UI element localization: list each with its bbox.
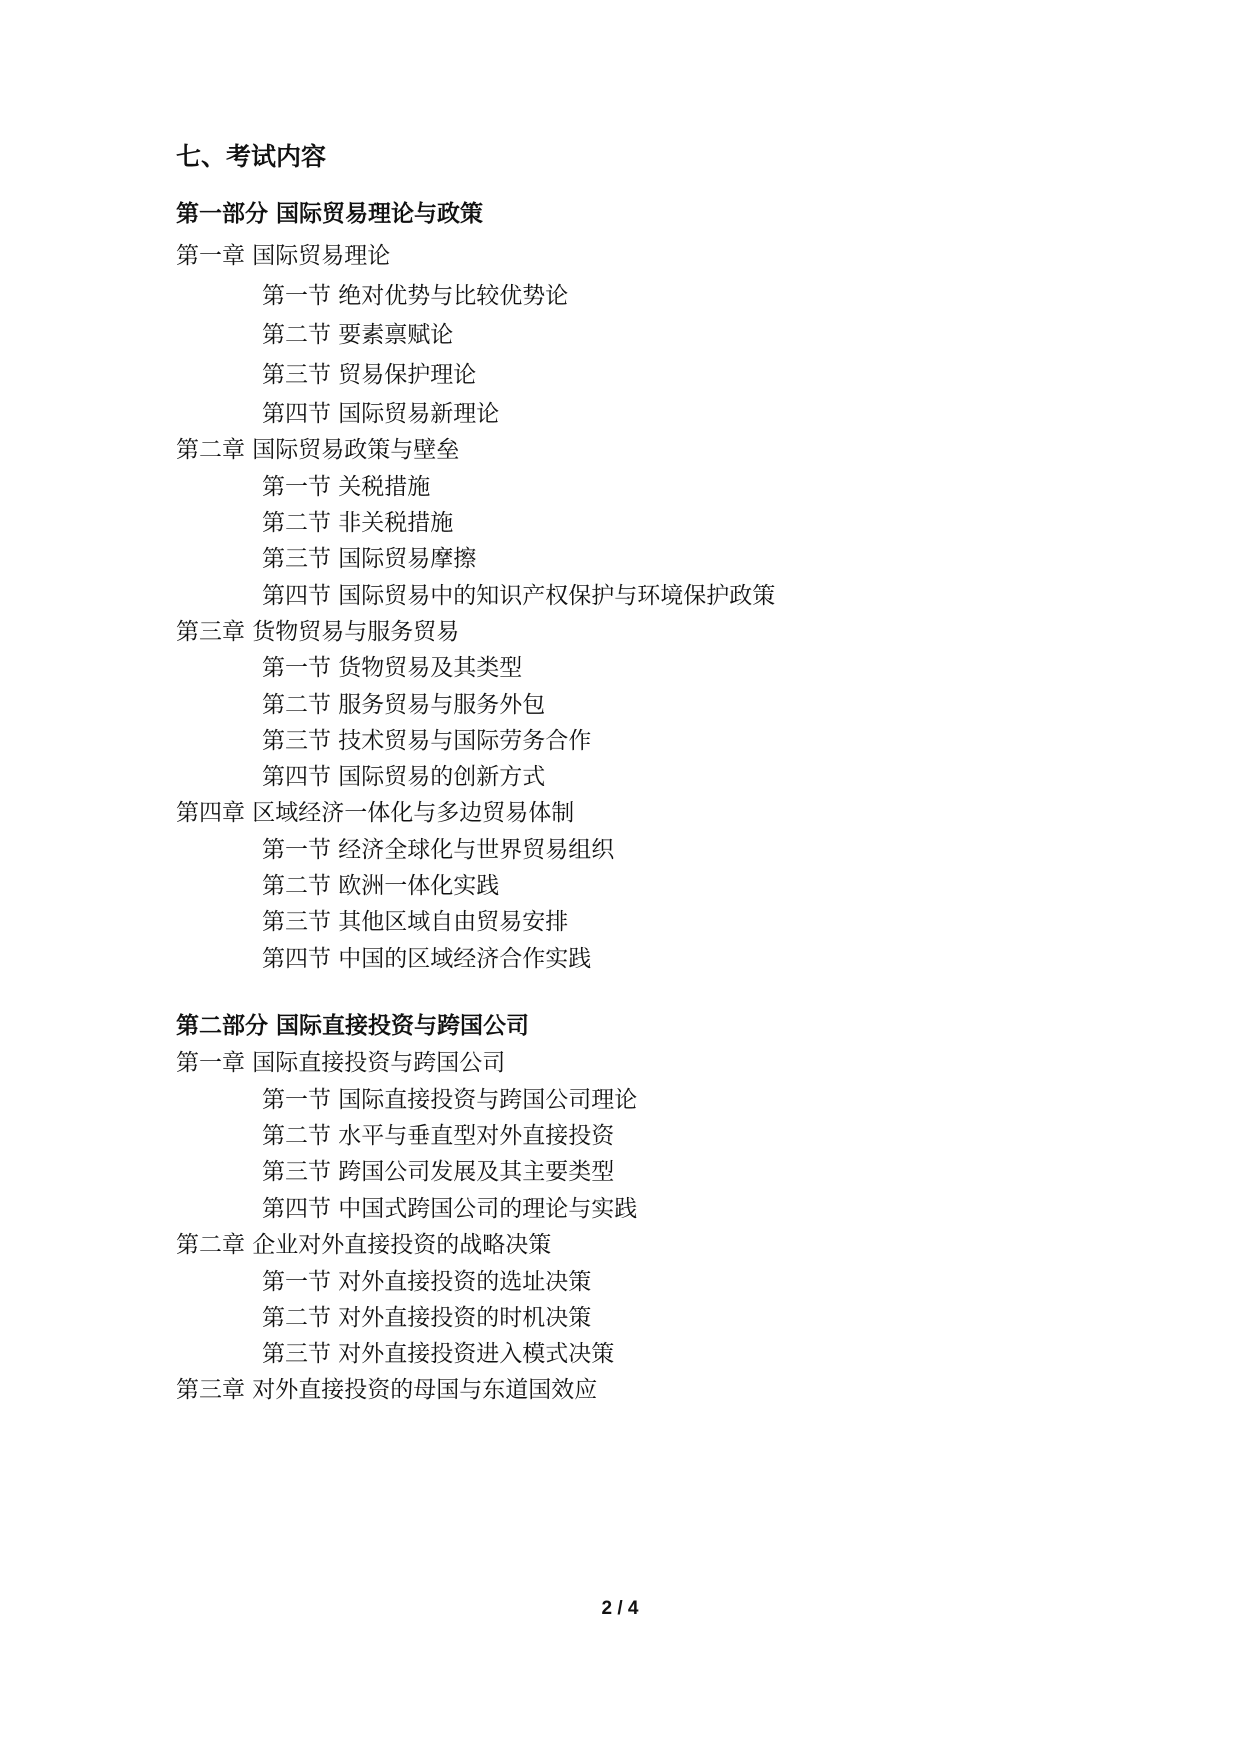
section-item: 第二节 对外直接投资的时机决策 xyxy=(262,1305,592,1331)
section-item: 第三节 跨国公司发展及其主要类型 xyxy=(262,1159,615,1185)
section-item: 第二节 欧洲一体化实践 xyxy=(262,873,500,899)
section-item: 第三节 对外直接投资进入模式决策 xyxy=(262,1341,615,1367)
section-item: 第一节 关税措施 xyxy=(262,474,431,500)
chapter-title: 第四章 区域经济一体化与多边贸易体制 xyxy=(176,800,575,826)
section-item: 第二节 水平与垂直型对外直接投资 xyxy=(262,1123,615,1149)
chapter-title: 第二章 企业对外直接投资的战略决策 xyxy=(176,1232,552,1258)
section-item: 第二节 非关税措施 xyxy=(262,510,454,536)
section-item: 第二节 服务贸易与服务外包 xyxy=(262,692,546,718)
section-item: 第四节 中国式跨国公司的理论与实践 xyxy=(262,1196,638,1222)
section-item: 第四节 国际贸易的创新方式 xyxy=(262,764,546,790)
section-item: 第四节 国际贸易新理论 xyxy=(262,401,500,427)
section-item: 第二节 要素禀赋论 xyxy=(262,322,454,348)
section-item: 第三节 技术贸易与国际劳务合作 xyxy=(262,728,592,754)
section-item: 第一节 经济全球化与世界贸易组织 xyxy=(262,837,615,863)
chapter-title: 第一章 国际贸易理论 xyxy=(176,243,391,269)
section-item: 第三节 国际贸易摩擦 xyxy=(262,546,477,572)
section-item: 第一节 对外直接投资的选址决策 xyxy=(262,1269,592,1295)
chapter-title: 第三章 对外直接投资的母国与东道国效应 xyxy=(176,1377,598,1403)
chapter-title: 第一章 国际直接投资与跨国公司 xyxy=(176,1050,506,1076)
section-item: 第一节 绝对优势与比较优势论 xyxy=(262,283,569,309)
part-title-2: 第二部分 国际直接投资与跨国公司 xyxy=(176,1012,530,1039)
section-item: 第三节 贸易保护理论 xyxy=(262,362,477,388)
section-item: 第一节 国际直接投资与跨国公司理论 xyxy=(262,1087,638,1113)
chapter-title: 第三章 货物贸易与服务贸易 xyxy=(176,619,460,645)
part-title-1: 第一部分 国际贸易理论与政策 xyxy=(176,200,484,227)
section-item: 第三节 其他区域自由贸易安排 xyxy=(262,909,569,935)
section-heading: 七、考试内容 xyxy=(176,142,327,171)
section-item: 第四节 中国的区域经济合作实践 xyxy=(262,946,592,972)
section-item: 第一节 货物贸易及其类型 xyxy=(262,655,523,681)
chapter-title: 第二章 国际贸易政策与壁垒 xyxy=(176,437,460,463)
page-number: 2 / 4 xyxy=(601,1598,639,1619)
section-item: 第四节 国际贸易中的知识产权保护与环境保护政策 xyxy=(262,583,776,609)
